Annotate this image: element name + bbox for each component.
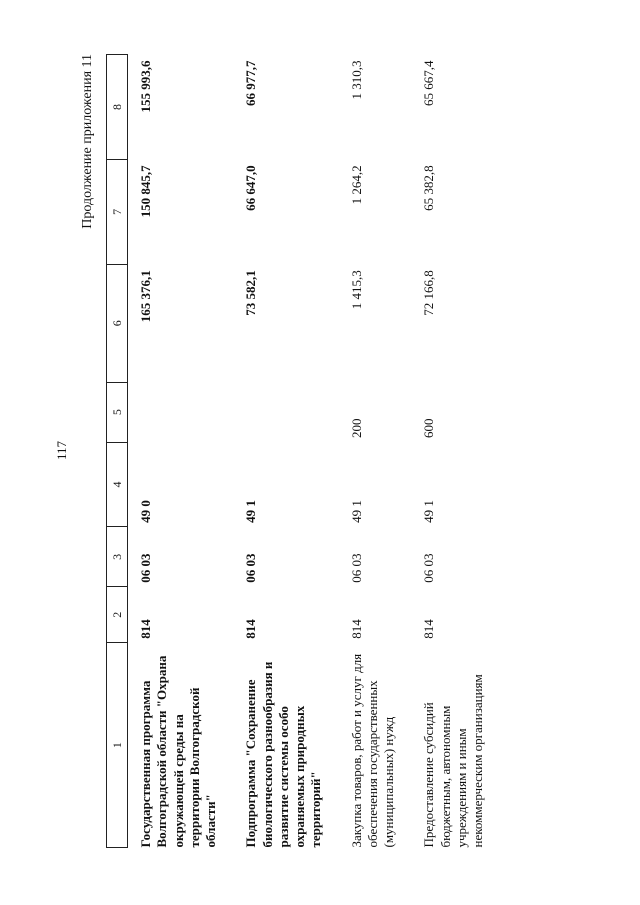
column-header: 8: [107, 55, 128, 160]
cell-section-code: 06 03: [348, 553, 364, 583]
cell-amount-col8: 1 310,3: [348, 60, 364, 100]
cell-amount-col7: 66 647,0: [243, 165, 259, 211]
cell-expense-type: [128, 382, 234, 442]
cell-ministry-code: 814: [348, 619, 364, 639]
cell-expense-type: [233, 382, 338, 442]
cell-ministry-code: 814: [243, 619, 259, 639]
table-header-row: [107, 55, 128, 848]
cell-amount-col8: 66 977,7: [243, 60, 259, 106]
cell-expense-type: 600: [421, 418, 437, 439]
column-header: 6: [107, 264, 128, 382]
cell-amount-col7: 1 264,2: [348, 165, 364, 205]
cell-section-code: 06 03: [421, 553, 437, 583]
cell-amount-col7: 150 845,7: [138, 165, 153, 218]
document-page: [10, 10, 630, 890]
cell-amount-col6: 165 376,1: [138, 270, 153, 323]
cell-amount-col7: 65 382,8: [421, 165, 437, 211]
table-row: [339, 55, 412, 848]
cell-section-code: 06 03: [243, 553, 259, 583]
column-header: 2: [107, 587, 128, 643]
row-name: Предоставление субсидий бюджетным, автономным учреждениям и иным некоммерческим организациям: [421, 674, 485, 848]
column-header: 4: [107, 442, 128, 527]
cell-target-code: 49 1: [348, 500, 364, 523]
budget-table: [106, 54, 500, 848]
column-header: 5: [107, 382, 128, 442]
cell-amount-col8: 65 667,4: [421, 60, 437, 106]
column-header: 7: [107, 159, 128, 264]
cell-amount-col6: 72 166,8: [421, 270, 437, 316]
cell-expense-type: 200: [348, 418, 364, 439]
page-number: 117: [54, 440, 69, 460]
cell-target-code: 49 0: [138, 500, 153, 523]
cell-ministry-code: 814: [138, 619, 153, 639]
column-header: 1: [107, 643, 128, 848]
table-row: [233, 55, 338, 848]
cell-amount-col6: 1 415,3: [348, 270, 364, 310]
table-row: [128, 55, 234, 848]
cell-amount-col8: 155 993,6: [138, 60, 153, 113]
row-name: Закупка товаров, работ и услуг для обеспечения государственных (муниципальных) нужд: [348, 653, 396, 848]
column-header: 3: [107, 527, 128, 587]
cell-target-code: 49 1: [421, 500, 437, 523]
row-name: Подпрограмма "Сохранение биологического разнообразия и развитие системы особо охраняемых природных территорий": [243, 661, 324, 848]
cell-target-code: 49 1: [243, 500, 259, 523]
cell-amount-col6: 73 582,1: [243, 270, 259, 316]
row-name: Государственная программа Волгоградской области "Охрана окружающей среды на территории Волгоградской области": [138, 655, 218, 848]
cell-section-code: 06 03: [138, 553, 153, 583]
cell-ministry-code: 814: [421, 619, 437, 639]
appendix-subtitle: Продолжение приложения 11: [80, 54, 95, 229]
table-row: [411, 55, 500, 848]
